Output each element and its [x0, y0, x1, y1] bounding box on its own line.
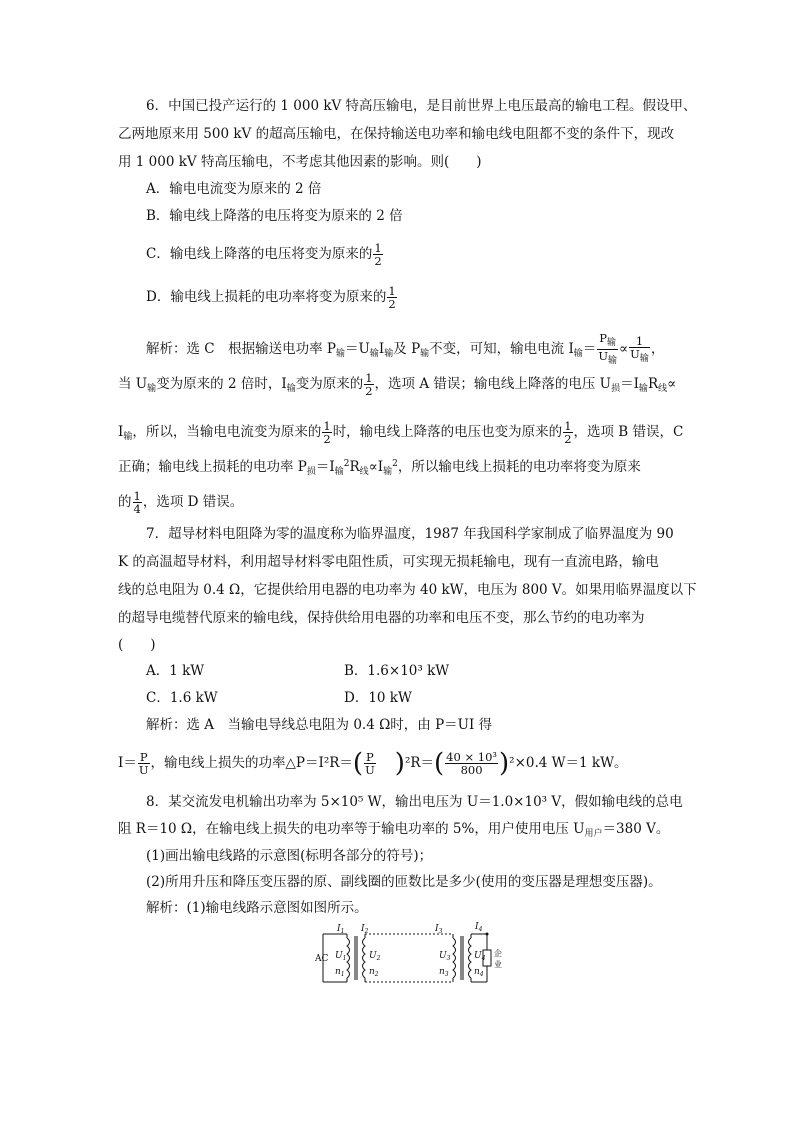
q6-line1: 6．中国已投产运行的 1 000 kV 特高压输电，是目前世界上电压最高的输电工程。假设甲、 [146, 98, 697, 114]
q6-answer-line5 [118, 490, 243, 515]
answer-text: ∝ [619, 341, 629, 357]
right-paren: ) [499, 748, 510, 779]
fraction-quarter [133, 490, 142, 515]
answer-text: ∝I [368, 459, 384, 475]
answer-text: I＝ [118, 755, 137, 771]
q6-line2: 乙两地原来用 500 kV 的超高压输电，在保持输送电功率和输电线电阻都不变的条件下，现改 [118, 126, 675, 142]
turns-label-n2: $n_2$ [369, 967, 379, 978]
q7-line1: 7．超导材料电阻降为零的温度称为临界温度，1987 年我国科学家制成了临界温度为 90 [146, 526, 674, 542]
superscript: 2 [392, 459, 398, 469]
subscript: 输 [607, 338, 617, 348]
symbol: U [630, 346, 640, 361]
primary-coil [453, 938, 456, 978]
fraction-numerator: 1 [374, 241, 382, 255]
answer-text: ，选项 A 错误；输电线上降落的电压 U [374, 376, 612, 392]
subscript: 输 [383, 467, 393, 477]
q8-answer-line1: 解析：(1)输电线路示意图如图所示。 [146, 900, 368, 916]
q6-line3: 用 1 000 kV 特高压输电，不考虑其他因素的影响。则( ) [118, 154, 482, 170]
subscript: 输 [369, 349, 379, 359]
q6-answer-line3 [118, 420, 683, 446]
current-label-i1: $I_1$ [337, 924, 345, 935]
subscript: 输 [286, 384, 296, 394]
q7-option-b: B．1.6×10³ kW [344, 663, 450, 679]
answer-text: ，选项 D 错误。 [142, 494, 244, 510]
q6-answer-line4 [118, 455, 641, 481]
subscript: 输 [147, 384, 157, 394]
q7-option-c: C．1.6 kW [146, 690, 218, 706]
voltage-label-u4: $U_4$ [474, 951, 486, 962]
answer-text: ＝I [620, 376, 639, 392]
right-paren: ) [394, 748, 405, 779]
fraction-numerator: 1 [133, 489, 141, 503]
fraction-denominator: 2 [388, 297, 396, 311]
answer-text: 不变，可知，输电电流 I [429, 341, 574, 357]
fraction-numerator: P [366, 750, 374, 764]
subscript: 输 [334, 467, 344, 477]
fraction-denominator: U [138, 763, 149, 777]
answer-text: I [378, 341, 385, 357]
answer-text: ，所以，当输电电流变为原来的 [132, 424, 322, 440]
fraction-half [387, 285, 396, 310]
fraction-numerator: 1 [388, 284, 396, 298]
symbol: P [599, 331, 608, 345]
fraction-half [364, 372, 373, 397]
fraction-denominator [629, 348, 650, 365]
q6-option-c-text: C．输电线上降落的电压将变为原来的 [146, 246, 373, 262]
subscript: 输 [638, 384, 648, 394]
subscript: 输 [608, 356, 618, 366]
q8-line1: 8．某交流发电机输出功率为 5×10⁵ W，输出电压为 U＝1.0×10³ V，假如输电线的总电 [146, 794, 683, 810]
subscript: 线 [359, 467, 369, 477]
secondary-coil [363, 938, 366, 978]
superscript: 2 [343, 459, 350, 469]
fraction-denominator: U [365, 763, 375, 777]
fraction-half [563, 420, 572, 445]
voltage-label-u2: $U_2$ [369, 951, 381, 962]
q7-line2: K 的高温超导材料，利用超导材料零电阻性质，可实现无损耗输电，现有一直流电路，输电 [118, 554, 659, 570]
subscript: 输 [123, 432, 133, 442]
answer-text: R [349, 459, 360, 475]
q6-option-d-text: D．输电线上损耗的电功率将变为原来的 [146, 289, 387, 305]
answer-text: 及 P [393, 341, 421, 357]
secondary-coil [469, 938, 472, 978]
fraction-numerator: 1 [323, 419, 331, 433]
answer-text: 正确；输电线上损耗的电功率 P [118, 459, 307, 475]
q7-line5: ( ) [118, 637, 156, 653]
subscript: 输 [639, 353, 649, 364]
load-label-2: 业 [494, 960, 502, 969]
fraction-numerator: 40 × 10³ [446, 750, 497, 764]
fraction-40e3-over-800 [445, 751, 498, 776]
q7-option-a: A．1 kW [146, 663, 205, 679]
q7-line3: 线的总电阻为 0.4 Ω，它提供给用电器的电功率为 40 kW，电压为 800 V。如果用临界温度以下 [118, 582, 697, 598]
voltage-label-u3: $U_3$ [439, 951, 451, 962]
answer-text: I [118, 424, 124, 440]
answer-text: 解析：选 C 根据输送电功率 P [146, 341, 336, 357]
answer-text: ， [650, 341, 665, 357]
q6-answer-line2 [118, 372, 676, 398]
fraction-numerator: P [139, 750, 148, 764]
current-label-i2: $I_2$ [361, 924, 369, 935]
turns-label-n3: $n_3$ [439, 967, 449, 978]
fraction-denominator: 4 [133, 502, 141, 516]
fraction-denominator: 2 [323, 432, 331, 446]
q7-answer-line2 [118, 748, 628, 779]
primary-coil [347, 938, 350, 978]
turns-label-n4: $n_4$ [474, 967, 484, 978]
answer-text: ²R＝ [404, 755, 435, 771]
q7-answer-line1: 解析：选 A 当输电导线总电阻为 0.4 Ω时，由 P＝UI 得 [146, 717, 493, 733]
subscript: 损 [306, 467, 316, 477]
fraction-numerator [597, 332, 618, 350]
fraction-one-over-u [629, 335, 650, 365]
symbol: U [598, 349, 609, 363]
subscript: 输 [336, 349, 346, 359]
q6-option-a: A．输电电流变为原来的 2 倍 [146, 181, 322, 197]
current-label-i3: $I_3$ [435, 924, 443, 935]
q7-line4: 的超导电缆替代原来的输电线，保持供给用电器的功率和电压不变，那么节约的电功率为 [118, 610, 645, 626]
answer-text: 当 U [118, 376, 148, 392]
left-paren: ( [434, 748, 445, 779]
answer-text: ，所以输电线上损耗的电功率将变为原来 [397, 459, 641, 475]
turns-label-n1: $n_1$ [335, 967, 345, 978]
q6-option-c [146, 242, 384, 267]
subscript: 损 [611, 384, 621, 394]
current-label-i4: $I_4$ [475, 922, 483, 933]
power-transmission-diagram [315, 922, 505, 988]
fraction-numerator: 1 [629, 335, 650, 348]
answer-text: 时，输电线上降落的电压也变为原来的 [332, 424, 563, 440]
fraction-half [322, 420, 331, 445]
left-paren: ( [352, 748, 364, 779]
subscript: 线 [658, 384, 668, 394]
answer-text: ，选项 B 错误，C [573, 424, 684, 440]
answer-text: ＝ [582, 341, 597, 357]
q6-answer-line1 [146, 332, 664, 367]
fraction-numerator: 1 [365, 371, 373, 385]
voltage-label-u1: $U_1$ [335, 951, 347, 962]
subscript: 输 [420, 349, 430, 359]
fraction-p-over-u [138, 751, 150, 776]
fraction-half [373, 242, 382, 267]
answer-text: 的 [118, 494, 132, 510]
subscript: 输 [384, 349, 394, 359]
answer-text: 变为原来的 [295, 376, 364, 392]
answer-text: ∝ [667, 376, 677, 392]
subscript: 用户 [584, 829, 603, 839]
question-text: ＝380 V。 [602, 821, 670, 837]
fraction-denominator: 2 [374, 254, 382, 268]
answer-text: R [647, 376, 659, 392]
load-label-1: 企 [494, 949, 502, 958]
subscript: 输 [573, 349, 583, 359]
q8-line2 [118, 820, 669, 843]
question-text: 阻 R＝10 Ω，在输电线上损失的电功率等于输电功率的 5%，用户使用电压 U [118, 821, 585, 837]
fraction-denominator: 800 [460, 763, 483, 777]
fraction-p-over-u [364, 751, 376, 776]
q7-option-d: D．10 kW [344, 690, 412, 706]
q6-option-b: B．输电线上降落的电压将变为原来的 2 倍 [146, 208, 403, 224]
answer-text: ＝I [315, 459, 335, 475]
q6-option-d [146, 285, 398, 310]
fraction-denominator [597, 350, 618, 367]
fraction-numerator: 1 [564, 419, 572, 433]
q8-part1: (1)画出输电线路的示意图(标明各部分的符号)； [146, 848, 433, 864]
answer-text: ＝U [345, 341, 370, 357]
ac-source-label: AC [315, 954, 329, 964]
answer-text: ，输电线上损失的功率△P＝I²R＝ [150, 755, 353, 771]
fraction-p-over-u [597, 332, 618, 367]
q8-part2: (2)所用升压和降压变压器的原、副线圈的匝数比是多少(使用的变压器是理想变压器)。 [146, 874, 662, 890]
fraction-denominator: 2 [365, 384, 373, 398]
fraction-denominator: 2 [564, 432, 572, 446]
junction-dot [486, 933, 489, 936]
answer-text: ²×0.4 W＝1 kW。 [509, 755, 628, 771]
answer-text: 变为原来的 2 倍时，I [156, 376, 287, 392]
